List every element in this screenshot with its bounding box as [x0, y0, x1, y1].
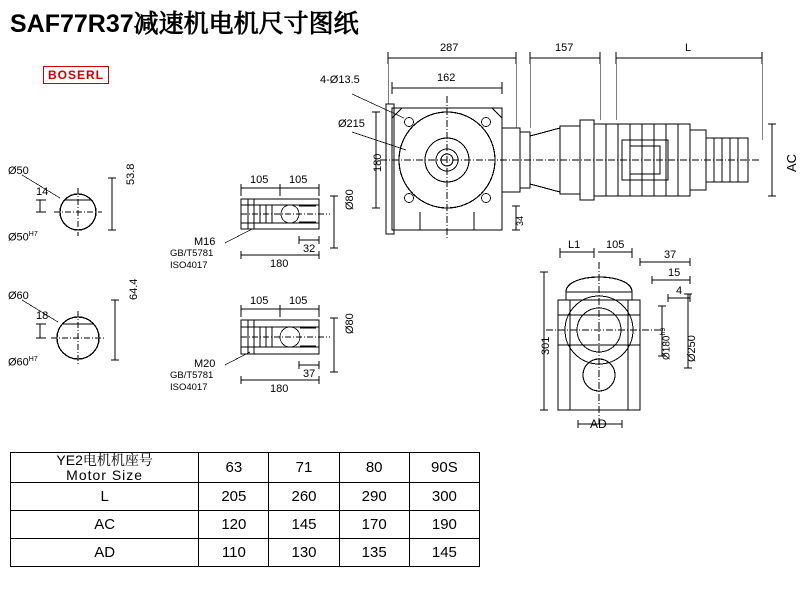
dim-r-37: 37 — [664, 249, 677, 261]
dim-left-d50h7: $Ø50^{H7}$ — [8, 231, 38, 244]
dim-key1-m16: M16 — [194, 236, 216, 248]
dim-r-105: 105 — [606, 239, 625, 251]
row-value: 290 — [339, 483, 409, 511]
dim-left-53-8: 53.8 — [125, 163, 137, 185]
dim-key2-180: 180 — [270, 383, 289, 395]
dim-left-64-4: 64.4 — [128, 278, 140, 300]
dim-left-14: 14 — [36, 186, 49, 198]
dim-key1-32: 32 — [303, 243, 316, 255]
dim-L1: L1 — [568, 239, 581, 251]
row-value: 190 — [409, 511, 479, 539]
motor-size-table — [10, 452, 480, 567]
row-value: 110 — [199, 539, 269, 567]
dim-key2-iso: ISO4017 — [170, 382, 208, 393]
row-value: 205 — [199, 483, 269, 511]
dim-AC: AC — [784, 153, 799, 172]
dim-key2-d80: Ø80 — [344, 313, 356, 334]
dim-left-d60h7: $Ø60^{H7}$ — [8, 356, 38, 369]
row-value: 135 — [339, 539, 409, 567]
dim-key2-105b: 105 — [289, 295, 308, 307]
table-row — [11, 511, 480, 539]
dim-key2-m20: M20 — [194, 358, 216, 370]
dim-L: L — [685, 42, 692, 54]
brand-logo: BOSERL — [43, 66, 109, 84]
table-header-label-cn: YE2电机机座号 — [56, 452, 153, 468]
row-value: 145 — [269, 511, 339, 539]
dim-key1-iso: ISO4017 — [170, 260, 208, 271]
dim-AD: AD — [590, 417, 607, 431]
table-header-value: 90S — [409, 453, 479, 483]
dim-301: 301 — [540, 336, 552, 355]
dim-162: 162 — [437, 72, 456, 84]
dim-key1-105a: 105 — [250, 174, 269, 186]
row-value: 300 — [409, 483, 479, 511]
dim-key1-gb: GB/T5781 — [170, 248, 214, 259]
row-value: 145 — [409, 539, 479, 567]
row-value: 130 — [269, 539, 339, 567]
dim-key2-105a: 105 — [250, 295, 269, 307]
dim-r-4: 4 — [676, 285, 683, 297]
dim-287: 287 — [440, 42, 459, 54]
dim-180-main: 180 — [372, 153, 384, 172]
dim-r-d180: $Ø180^{h9}$ — [660, 327, 673, 360]
dim-157: 157 — [555, 42, 574, 54]
row-label: AC — [11, 511, 199, 539]
table-header-label-en: Motor Size — [66, 466, 144, 483]
page-title: SAF77R37减速机电机尺寸图纸 — [10, 10, 359, 38]
table-header-value: 80 — [339, 453, 409, 483]
dim-key2-37: 37 — [303, 368, 316, 380]
dim-34: 34 — [515, 215, 525, 226]
dim-r-d250: Ø250 — [686, 335, 698, 362]
dim-left-18: 18 — [36, 310, 49, 322]
table-row — [11, 539, 480, 567]
dim-left-d50: Ø50 — [8, 165, 29, 177]
table-row — [11, 483, 480, 511]
row-label: L — [11, 483, 199, 511]
table-row-header — [11, 453, 480, 483]
dim-key1-105b: 105 — [289, 174, 308, 186]
dim-key2-gb: GB/T5781 — [170, 370, 214, 381]
dim-bore-215: Ø215 — [338, 118, 365, 130]
dim-left-d60: Ø60 — [8, 290, 29, 302]
dim-key1-180: 180 — [270, 258, 289, 270]
table-header-label — [11, 453, 199, 483]
table-header-value: 63 — [199, 453, 269, 483]
row-value: 260 — [269, 483, 339, 511]
dim-r-15: 15 — [668, 267, 681, 279]
row-value: 170 — [339, 511, 409, 539]
row-label: AD — [11, 539, 199, 567]
table-header-value: 71 — [269, 453, 339, 483]
dim-key1-d80: Ø80 — [344, 189, 356, 210]
row-value: 120 — [199, 511, 269, 539]
dim-4-holes: 4-Ø13.5 — [320, 74, 360, 86]
